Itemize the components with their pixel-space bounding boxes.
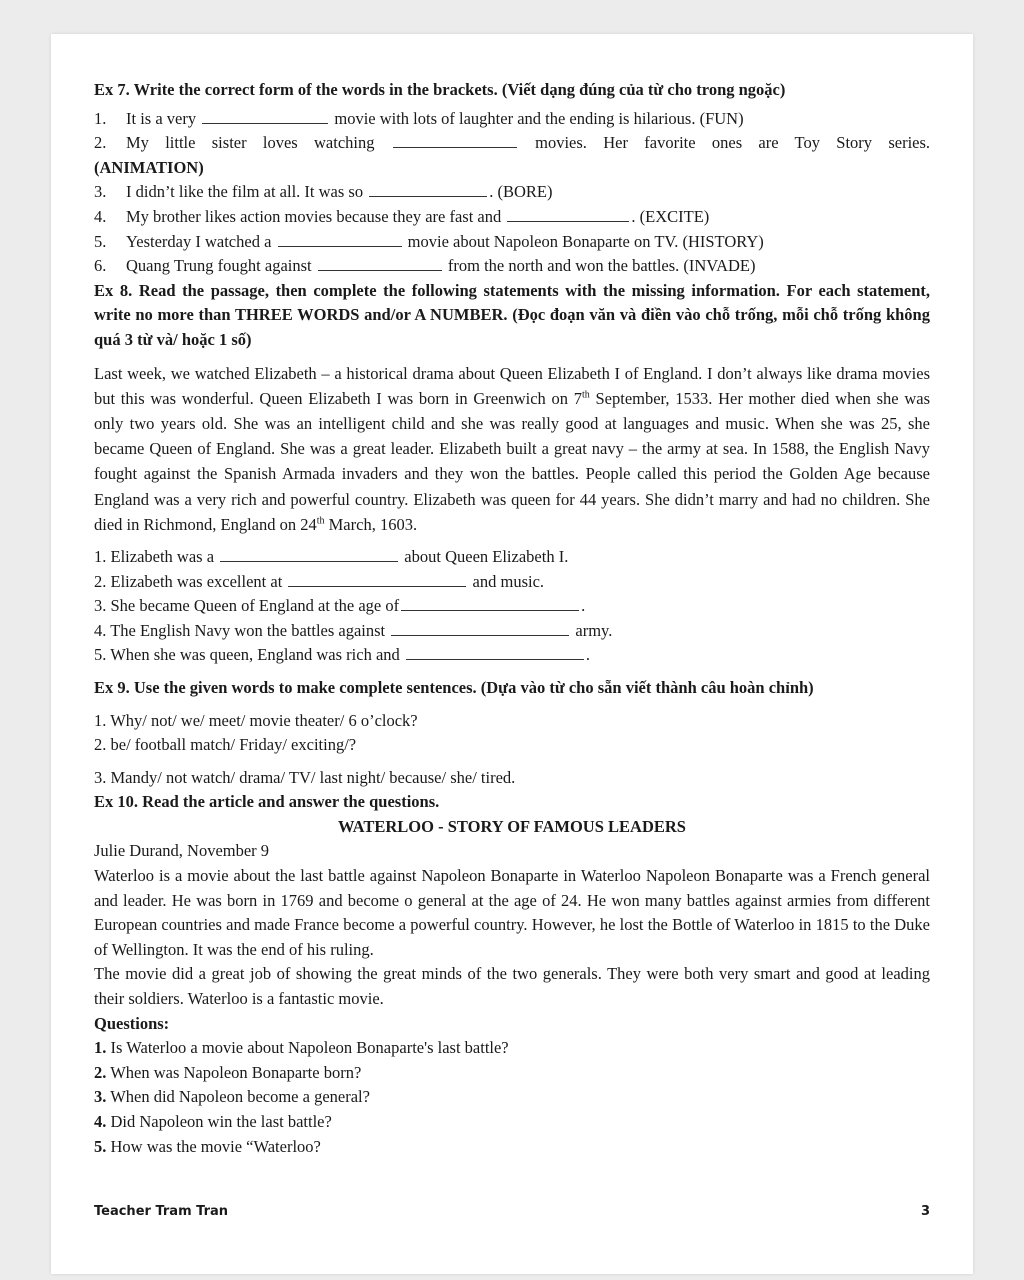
document-content [94, 78, 930, 1159]
question-number: 2. [94, 1062, 107, 1082]
answer-blank[interactable] [288, 572, 466, 587]
page-number: 3 [920, 1204, 930, 1219]
item-number: 4. [94, 206, 107, 226]
answer-blank[interactable] [220, 547, 398, 562]
question-number: 5. [94, 1136, 107, 1156]
ex7-item-2 [94, 131, 930, 156]
superscript: th [581, 389, 590, 401]
ex8-statement-1 [94, 545, 930, 570]
questions-label: Questions: [94, 1013, 170, 1033]
statement-text: and music. [472, 571, 545, 591]
item-text: I didn’t like the film at all. It was so [126, 182, 364, 202]
ex9-heading: Ex 9. Use the given words to make complete sentences. (Dựa vào từ cho sẵn viết thành câu hoàn chỉnh) [94, 677, 814, 697]
article-paragraph-2: The movie did a great job of showing the great minds of the two generals. They were both very smart and good at leading their soldiers. Waterloo is a fantastic movie. [94, 964, 930, 1009]
ex8-passage [94, 361, 930, 537]
item-text: from the north and won the battles. (INVADE) [447, 256, 756, 276]
item-text: It is a very [126, 108, 197, 128]
item-text: movie about Napoleon Bonaparte on TV. (HISTORY) [407, 231, 764, 251]
question-5 [94, 1135, 930, 1160]
answer-blank[interactable] [391, 621, 569, 636]
item-number: 5. [94, 231, 107, 251]
ex8-statements [94, 545, 930, 668]
superscript: th [316, 515, 325, 527]
statement-text: 3. She became Queen of England at the age of [94, 596, 400, 616]
question-text: When was Napoleon Bonaparte born? [106, 1062, 362, 1082]
item-text: My brother likes action movies because they are fast and [126, 206, 502, 226]
question-3 [94, 1085, 930, 1110]
ex8-statement-5 [94, 643, 930, 668]
article-paragraph-1: Waterloo is a movie about the last battle against Napoleon Bonaparte in Waterloo Napoleon Bonaparte was a French general and leader. He was born in 1769 and become o general at the age of 24. He won many battles against armies from different European countries and made France become a powerful country. However, he lost the Bottle of Waterloo in 1815 to the Duke of Wellington. It was the end of his ruling. [94, 866, 930, 959]
question-number: 1. [94, 1038, 107, 1058]
question-1 [94, 1036, 930, 1061]
answer-blank[interactable] [318, 256, 442, 271]
statement-text: 4. The English Navy won the battles against [94, 620, 386, 640]
item-text: . (EXCITE) [631, 206, 710, 226]
footer-author: Teacher Tram Tran [94, 1204, 229, 1219]
answer-blank[interactable] [507, 207, 629, 222]
passage-text: September, 1533. Her mother died when she was only two years old. She was an intelligent child and she was really good at languages and music. When she was 25, she became Queen of England. She was a great leader. Elizabeth built a great navy – the army at sea. In 1588, the English Navy fought against the Spanish Armada invaders and they won the battles. People called this period the Golden Age because England was a very rich and powerful country. Elizabeth was queen for 44 years. She didn’t marry and had no children. She died in Richmond, England on 24 [94, 388, 930, 534]
item-text: My little sister loves watching [126, 133, 375, 153]
statement-text: . [585, 645, 591, 665]
page-footer [94, 1204, 930, 1219]
statement-text: army. [575, 620, 613, 640]
statement-text: about Queen Elizabeth I. [404, 546, 569, 566]
document-page [51, 34, 973, 1274]
item-number: 3. [94, 182, 107, 202]
answer-blank[interactable] [369, 182, 487, 197]
ex7-item-6 [94, 254, 930, 279]
answer-blank[interactable] [278, 232, 402, 247]
item-number: 1. [94, 108, 107, 128]
question-text: When did Napoleon become a general? [106, 1087, 370, 1107]
ex7-heading: Ex 7. Write the correct form of the words in the brackets. (Viết dạng đúng của từ cho trong ngoặc) [94, 80, 786, 99]
question-text: How was the movie “Waterloo? [106, 1136, 321, 1156]
ex9-item-3: 3. Mandy/ not watch/ drama/ TV/ last night/ because/ she/ tired. [94, 767, 516, 787]
ex7-item-5 [94, 230, 930, 255]
item-number: 6. [94, 256, 107, 276]
article-title: WATERLOO - STORY OF FAMOUS LEADERS [338, 816, 686, 836]
ex7-item-4 [94, 205, 930, 230]
article-byline: Julie Durand, November 9 [94, 841, 270, 861]
ex10-heading: Ex 10. Read the article and answer the questions. [94, 792, 440, 812]
statement-text: 5. When she was queen, England was rich and [94, 645, 400, 665]
answer-blank[interactable] [406, 645, 584, 660]
ex7-item-2-continuation: (ANIMATION) [94, 157, 204, 177]
passage-text: March, 1603. [324, 514, 418, 534]
ex8-heading: Ex 8. Read the passage, then complete the following statements with the missing information. For each statement, write no more than THREE WORDS and/or A NUMBER. (Đọc đoạn văn và điền vào chỗ trống, mỗi chỗ trống không quá 3 từ và/ hoặc 1 số) [94, 280, 930, 349]
question-number: 4. [94, 1112, 107, 1132]
question-4 [94, 1110, 930, 1135]
answer-blank[interactable] [401, 596, 579, 611]
passage-text: Last week, we watched Elizabeth – a historical drama about Queen Elizabeth I of England. I don’t always like drama movies but this was wonderful. Queen Elizabeth I was born in Greenwich on 7 [94, 363, 930, 408]
item-text: . (BORE) [489, 182, 553, 202]
item-text: Quang Trung fought against [126, 256, 312, 276]
ex8-statement-2 [94, 570, 930, 595]
question-number: 3. [94, 1087, 107, 1107]
question-text: Is Waterloo a movie about Napoleon Bonaparte's last battle? [106, 1038, 509, 1058]
ex8-statement-4 [94, 619, 930, 644]
item-text: movie with lots of laughter and the ending is hilarious. (FUN) [334, 108, 744, 128]
answer-blank[interactable] [202, 109, 328, 124]
ex9-item-2: 2. be/ football match/ Friday/ exciting/? [94, 735, 357, 755]
ex8-statement-3 [94, 594, 930, 619]
statement-text: 1. Elizabeth was a [94, 546, 215, 566]
question-2 [94, 1061, 930, 1086]
ex7-item-3 [94, 180, 930, 205]
item-text: Yesterday I watched a [126, 231, 272, 251]
question-text: Did Napoleon win the last battle? [106, 1112, 332, 1132]
statement-text: . [581, 596, 586, 616]
statement-text: 2. Elizabeth was excellent at [94, 571, 283, 591]
item-text: movies. Her favorite ones are Toy Story series. [535, 133, 931, 153]
answer-blank[interactable] [393, 133, 517, 148]
item-number: 2. [94, 133, 107, 153]
ex9-item-1: 1. Why/ not/ we/ meet/ movie theater/ 6 o’clock? [94, 710, 418, 730]
ex7-item-1 [94, 107, 930, 132]
